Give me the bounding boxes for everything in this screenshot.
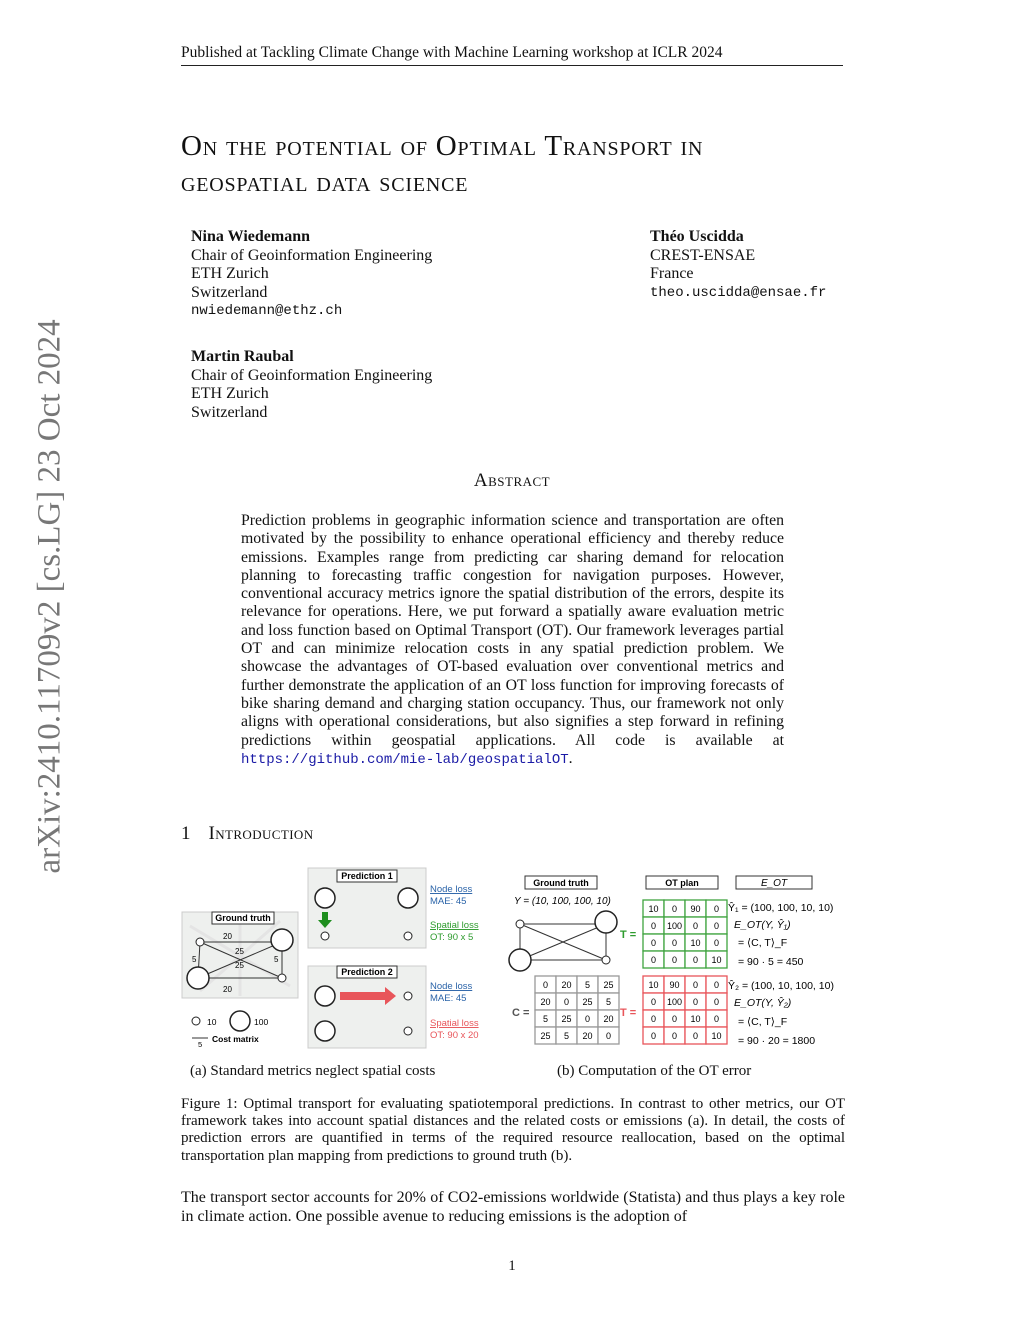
abstract-text: Prediction problems in geographic information science and transportation are often motivated by the possibility to enhance operational efficiency and thereby reduce emissions. Examples range from predicting car sharing demand for relocation planning to forecasting traffic congestion for navigation purposes. However, conventional accuracy metrics ignore the spatial distribution of the errors, despite its relevance for operations. Here, we put forward a spatially aware evaluation metric and loss function based on Optimal Transport (OT). Our framework leverages partial OT and can minimize relocation costs in any spatial prediction problem. We showcase the advantages of OT-based evaluation over conventional metrics and further demonstrate the application of an OT loss function for improving forecasts of bike sharing demand and charging station occupancy. Thus, our framework not only aligns with operational considerations, but also signifies a step forward in refining predictions within geospatial applications. All code is available at [241, 512, 784, 749]
cost-matrix-value: 0 [605, 1031, 612, 1041]
author-name: Théo Uscidda [650, 228, 744, 245]
title-line-1: On the potential of Optimal Transport in [181, 130, 704, 162]
ot-plan-2-value: 0 [692, 980, 699, 990]
ot-plan-matrix-1 [643, 900, 727, 968]
cost-matrix-value: 20 [561, 980, 572, 990]
ot-plan-2-value: 90 [669, 980, 680, 990]
author-name: Martin Raubal [191, 348, 294, 365]
code-link[interactable]: https://github.com/mie-lab/geospatialOT [241, 751, 569, 768]
ot-plan-1-value: 100 [666, 921, 683, 931]
ot-plan-2-value: 0 [713, 1014, 720, 1024]
ot-plan-1-value: 0 [671, 938, 678, 948]
cost-matrix-value: 25 [540, 1031, 551, 1041]
pred1-label: Prediction 1 [341, 871, 393, 881]
ot-plan-2-value: 0 [692, 1031, 699, 1041]
e2-inner: = ⟨C, T⟩_F [738, 1016, 788, 1028]
ot-value: OT: 90 x 5 [430, 932, 474, 943]
author-block-1 [191, 228, 432, 321]
cost-matrix-value: 20 [582, 1031, 593, 1041]
cost-matrix-value: 25 [561, 1014, 572, 1024]
graph-node-small [602, 956, 610, 964]
gt-node-big [187, 967, 209, 989]
figure-caption: Figure 1: Optimal transport for evaluating spatiotemporal predictions. In contrast to other metrics, our OT framework takes into account spatial distances and the related costs or emissions (a). In detail, the costs of prediction errors are quantified in terms of the required resource reallocation, based on the optimal transportation plan mapping from predictions to ground truth (b). [181, 1096, 845, 1164]
ot-plan-1-value: 10 [690, 938, 701, 948]
spatial-loss-label: Spatial loss [430, 920, 479, 931]
author-name: Nina Wiedemann [191, 228, 310, 245]
author-affiliation: CREST-ENSAE [650, 246, 756, 264]
ot-plan-2-value: 100 [666, 997, 683, 1007]
cost-matrix-value: 0 [584, 1014, 591, 1024]
legend-cost-label: Cost matrix [212, 1034, 259, 1044]
ot-plan-1-value: 0 [650, 921, 657, 931]
gt-edge-label: 20 [223, 985, 232, 994]
ot-plan-1-value: 0 [692, 955, 699, 965]
mae-value: MAE: 45 [430, 896, 467, 907]
ot-plan-1-value: 0 [650, 955, 657, 965]
y1-hat: Ŷ₁ = (100, 100, 10, 10) [728, 902, 834, 914]
e1-inner: = ⟨C, T⟩_F [738, 937, 788, 949]
node-loss-label: Node loss [430, 884, 473, 895]
graph-node-big [595, 911, 617, 933]
gt-node-small [196, 938, 204, 946]
gt-node-big [271, 929, 293, 951]
cost-matrix-value: 25 [582, 997, 593, 1007]
legend-small-label: 10 [207, 1017, 217, 1027]
ot-plan-2-value: 0 [671, 1014, 678, 1024]
legend-small-node [192, 1017, 200, 1025]
pred2-label: Prediction 2 [341, 967, 393, 977]
pred1-node-small [321, 932, 329, 940]
author-affiliation: ETH Zurich [191, 385, 269, 402]
cost-matrix-value: 20 [540, 997, 551, 1007]
cost-matrix-value: 5 [584, 980, 591, 990]
ot-plan-2-value: 10 [690, 1014, 701, 1024]
e1-result: = 90 · 5 = 450 [738, 956, 804, 968]
subfigure-a-caption: (a) Standard metrics neglect spatial costs [190, 1063, 436, 1079]
cost-matrix-value: 5 [542, 1014, 549, 1024]
ot-plan-2-value: 0 [692, 997, 699, 1007]
running-header: Published at Tackling Climate Change with Machine Learning workshop at ICLR 2024 [181, 44, 843, 66]
cost-matrix-value: 25 [603, 980, 614, 990]
author-block-2 [650, 228, 826, 302]
ot-value: OT: 90 x 20 [430, 1030, 479, 1041]
ot-plan-1-value: 0 [650, 938, 657, 948]
gt-label: Ground truth [533, 878, 589, 888]
pred1-node-big [398, 888, 418, 908]
pred2-node-small [404, 992, 412, 1000]
ot-plan-label: OT plan [665, 878, 699, 888]
author-block-3 [191, 348, 432, 422]
e1-expr: E_OT(Y, Ŷ₁) [734, 919, 791, 931]
node-loss-label: Node loss [430, 981, 473, 992]
cost-matrix [535, 976, 619, 1044]
ot-plan-1-value: 0 [713, 921, 720, 931]
pred2-node-small [404, 1027, 412, 1035]
gt-edge-label: 25 [235, 961, 244, 970]
eot-label: E_OT [760, 878, 788, 889]
gt-edge-label: 5 [274, 955, 279, 964]
ot-plan-1-value: 0 [671, 904, 678, 914]
author-affiliation: Switzerland [191, 403, 268, 421]
gt-edge-label: 20 [223, 932, 232, 941]
gt-edge-label: 25 [235, 947, 244, 956]
author-affiliation: France [650, 265, 694, 282]
ot-plan-1-value: 0 [713, 904, 720, 914]
pred2-node-big [315, 1021, 335, 1041]
cost-matrix-value: 0 [542, 980, 549, 990]
y2-hat: Ŷ₂ = (100, 10, 100, 10) [728, 980, 834, 992]
gt-edge-label: 5 [192, 955, 197, 964]
t1-label: T = [620, 929, 637, 941]
spatial-loss-label: Spatial loss [430, 1018, 479, 1029]
intro-paragraph: The transport sector accounts for 20% of CO2-emissions worldwide (Statista) and thus plays a key role in climate action. One possible avenue to reducing emissions is the adoption of [181, 1189, 845, 1225]
figure-1a [180, 866, 500, 1056]
cost-matrix-value: 0 [563, 997, 570, 1007]
author-email: nwiedemann@ethz.ch [191, 303, 343, 319]
figure-1b [508, 872, 853, 1054]
ot-plan-2-value: 10 [648, 980, 659, 990]
paper-title [181, 128, 851, 200]
legend-cost-number: 5 [198, 1040, 203, 1049]
graph-node-big [509, 949, 531, 971]
ot-plan-1-value: 0 [713, 938, 720, 948]
legend-big-label: 100 [254, 1017, 269, 1027]
ot-plan-matrix-2 [643, 976, 727, 1044]
section-heading [181, 823, 314, 845]
abstract-heading: Abstract [473, 470, 551, 491]
cost-matrix-value: 5 [605, 997, 612, 1007]
ot-plan-1-value: 90 [690, 904, 701, 914]
ot-plan-1-value: 0 [671, 955, 678, 965]
gt-label: Ground truth [215, 913, 271, 923]
legend-big-node [230, 1011, 250, 1031]
ot-plan-2-value: 10 [711, 1031, 722, 1041]
y-vector: Y = (10, 100, 100, 10) [514, 896, 611, 907]
ot-plan-2-value: 0 [713, 980, 720, 990]
ot-plan-2-value: 0 [650, 1031, 657, 1041]
ot-plan-2-value: 0 [650, 997, 657, 1007]
author-affiliation: Chair of Geoinformation Engineering [191, 246, 433, 264]
gt-node-small [278, 974, 286, 982]
page-number: 1 [508, 1258, 516, 1274]
author-affiliation: ETH Zurich [191, 265, 269, 282]
mae-value: MAE: 45 [430, 993, 467, 1004]
author-affiliation: Chair of Geoinformation Engineering [191, 366, 433, 384]
graph-node-small [516, 920, 524, 928]
ot-plan-2-value: 0 [713, 997, 720, 1007]
c-label: C = [512, 1007, 530, 1019]
ot-plan-2-value: 0 [650, 1014, 657, 1024]
ot-plan-1-value: 0 [692, 921, 699, 931]
section-title: Introduction [208, 823, 314, 844]
arxiv-side-label: arXiv:2410.11709v2 [cs.LG] 23 Oct 2024 [31, 319, 68, 874]
e2-expr: E_OT(Y, Ŷ₂) [734, 997, 792, 1009]
section-number: 1 [181, 823, 191, 844]
abstract-body: Prediction problems in geographic information science and transportation are often motivated by the possibility to enhance operational efficiency and thereby reduce emissions. Examples range from predicting car sharing demand for relocation planning to forecasting traffic congestion for navigation purposes. However, conventional accuracy metrics ignore the spatial distribution of the errors, despite its relevance for operations. Here, we put forward a spatially aware evaluation metric and loss function based on Optimal Transport (OT). Our framework leverages partial OT and can minimize relocation costs in any spatial prediction problem. We showcase the advantages of OT-based evaluation over conventional metrics and further demonstrate the application of an OT loss function for improving forecasts of bike sharing demand and charging station occupancy. Thus, our framework not only aligns with operational considerations, but also signifies a step forward in refining predictions within geospatial applications. All code is available at https://github.com/mie-lab/geospatialOT. [241, 512, 784, 768]
ot-plan-1-value: 10 [648, 904, 659, 914]
cost-matrix-value: 5 [563, 1031, 570, 1041]
cost-matrix-value: 20 [603, 1014, 614, 1024]
pred1-node-small [404, 932, 412, 940]
author-affiliation: Switzerland [191, 283, 268, 301]
pred2-node-big [315, 986, 335, 1006]
e2-result: = 90 · 20 = 1800 [738, 1035, 816, 1047]
subfigure-b-caption: (b) Computation of the OT error [557, 1063, 752, 1079]
ot-plan-2-value: 0 [671, 1031, 678, 1041]
ot-plan-1-value: 10 [711, 955, 722, 965]
title-line-2: geospatial data science [181, 166, 469, 198]
t2-label: T = [620, 1007, 637, 1019]
pred1-node-big [315, 888, 335, 908]
author-email: theo.uscidda@ensae.fr [650, 284, 827, 301]
